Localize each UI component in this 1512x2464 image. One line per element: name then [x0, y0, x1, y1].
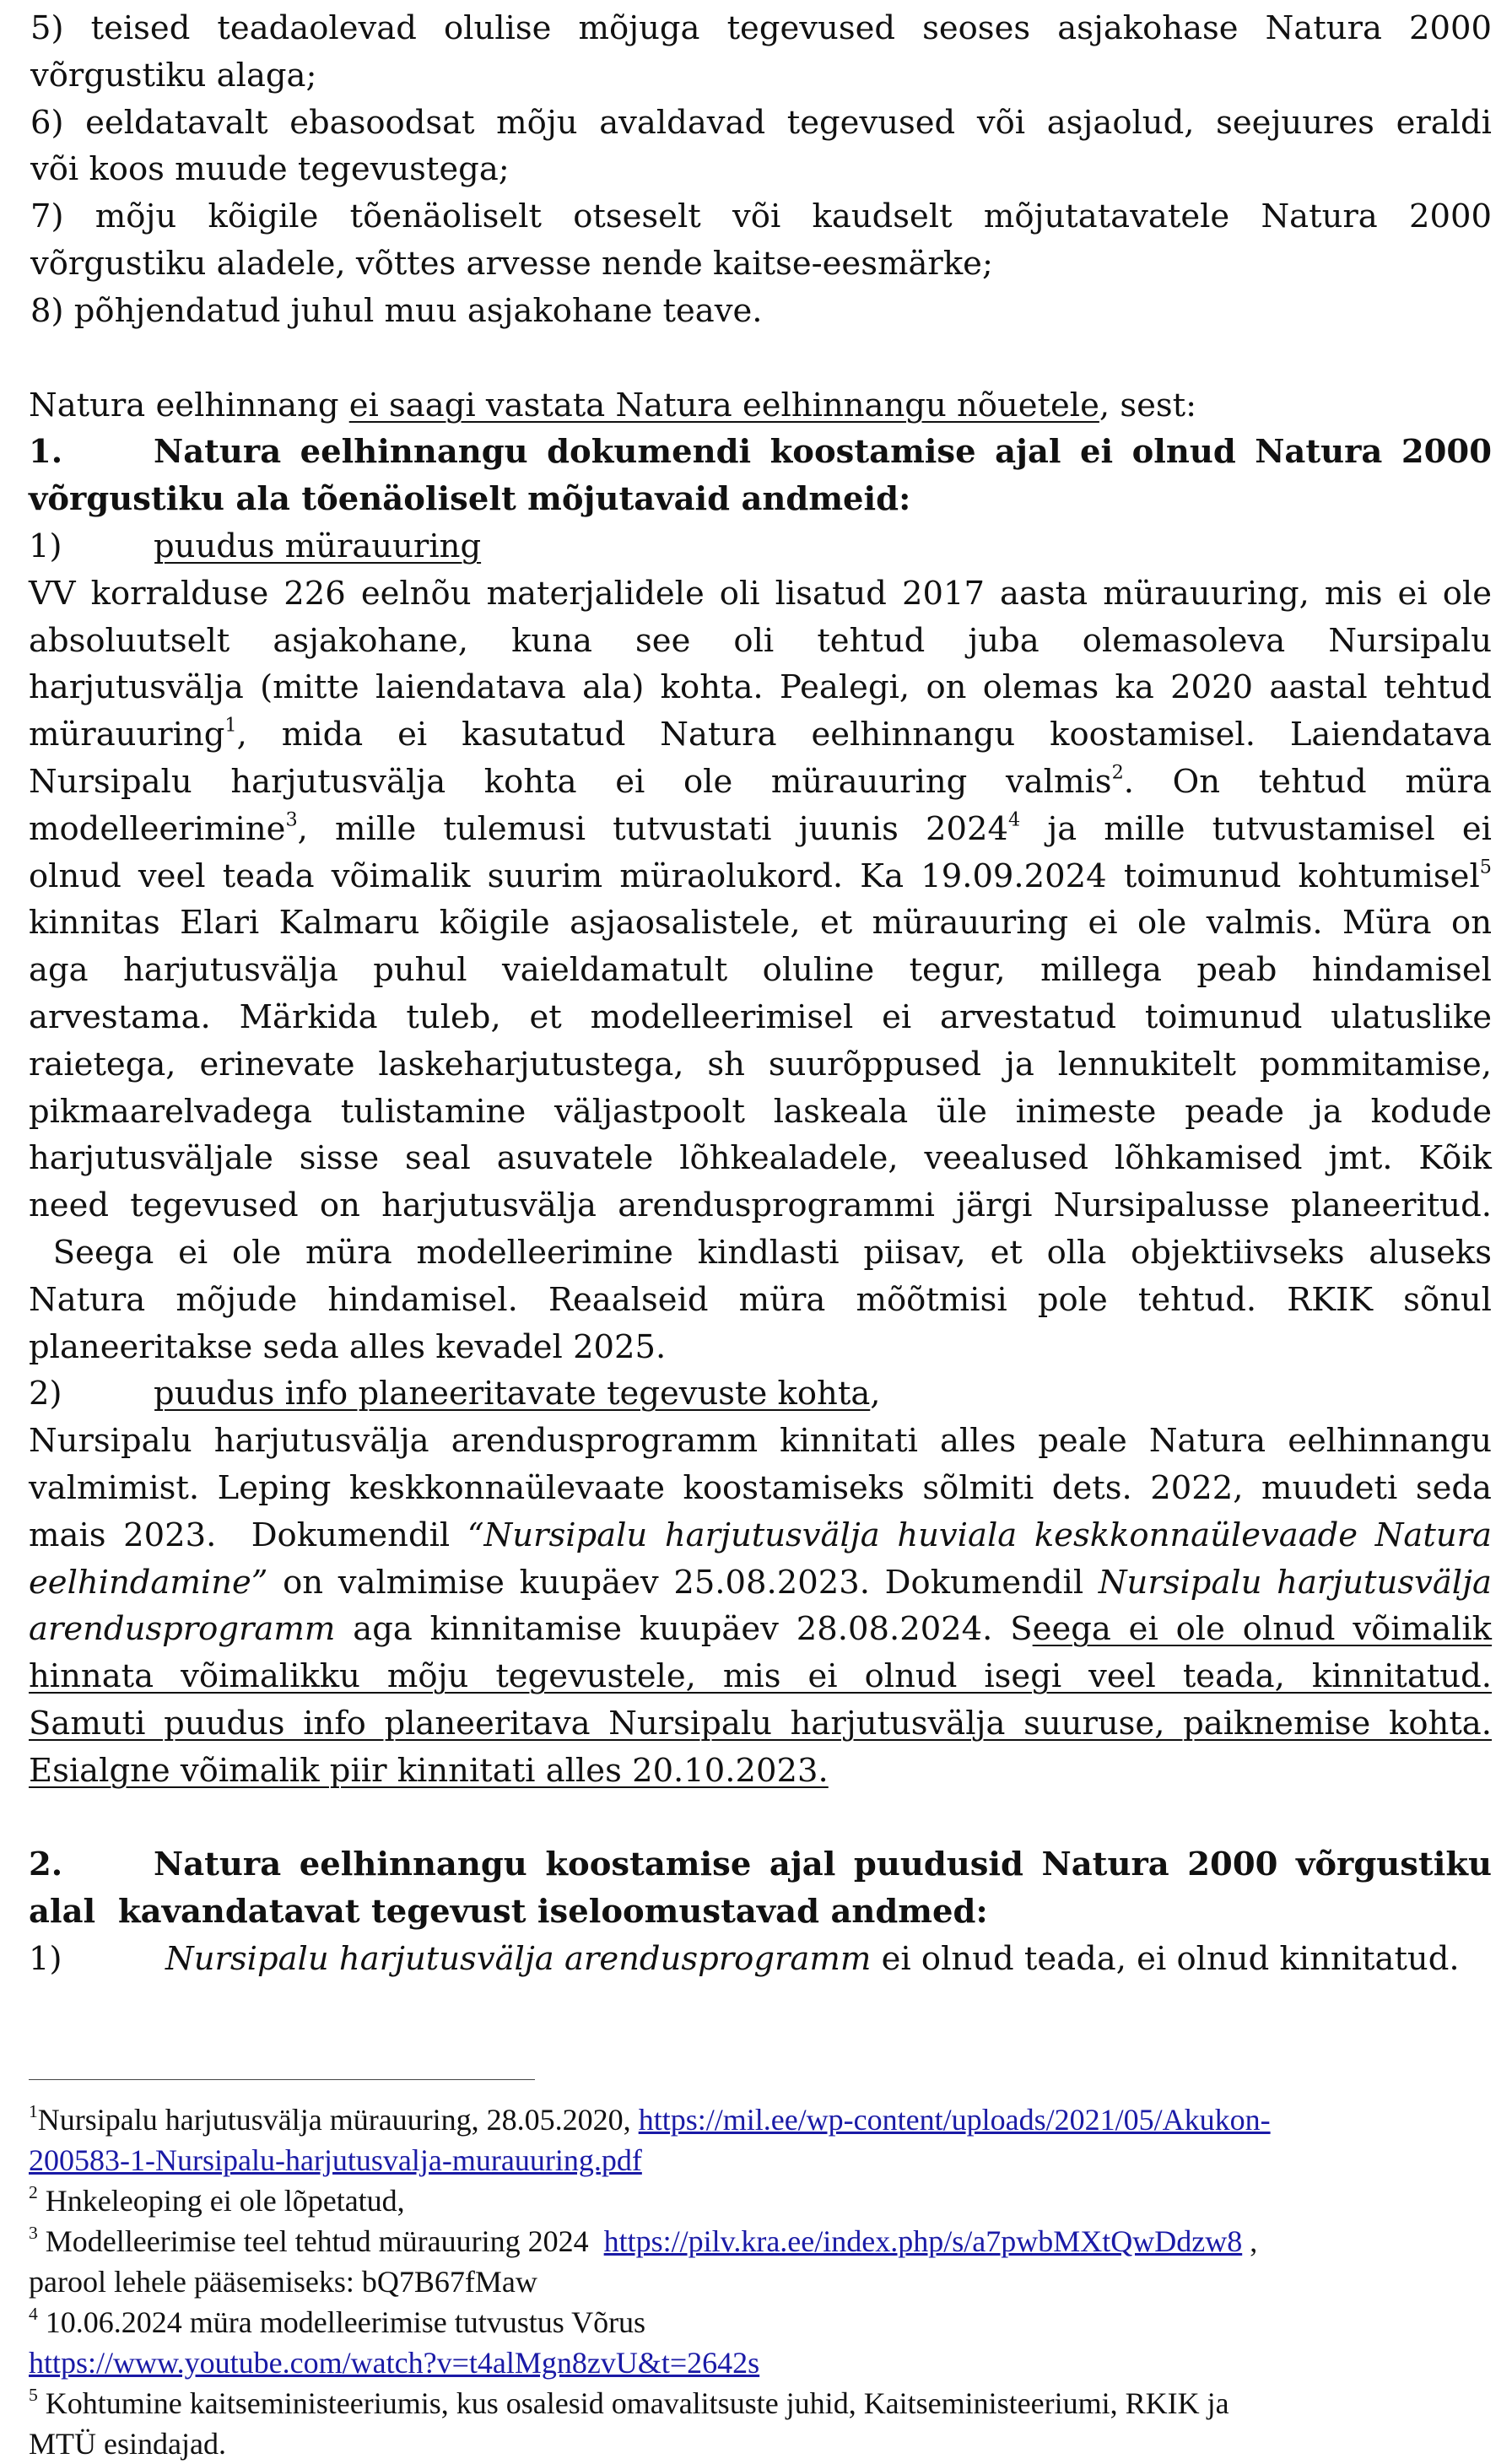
p2-line5-italic: arendusprogramm	[29, 1610, 336, 1649]
p2-line4	[29, 1559, 1492, 1607]
p2-line3-italic: “Nursipalu harjutusvälja huviala keskkonnaülevaade Natura	[467, 1516, 1492, 1554]
p2-line8-underlined: Esialgne võimalik piir kinnitati alles 20.10.2023.	[29, 1751, 829, 1790]
p1-line5-b: . On tehtud müra	[1123, 762, 1492, 801]
list-item-7-line1: 7) mõju kõigile tõenäoliselt otseselt või kaudselt mõjutatavatele Natura 2000	[30, 197, 1492, 236]
p1-line6-b: , mille tulemusi tutvustati juunis 2024	[297, 809, 1008, 848]
footnote-2-number: 2	[29, 2181, 38, 2202]
footnote-2-text: Hnkeleoping ei ole lõpetatud,	[37, 2184, 405, 2218]
p2-line6	[29, 1653, 1492, 1700]
footnote-ref-1[interactable]: 1	[224, 714, 237, 737]
p1-line4-b: , mida ei kasutatud Natura eelhinnangu koostamisel. Laiendatava	[236, 716, 1492, 754]
p1-line5-a: Nursipalu harjutusvälja kohta ei ole mürauuring valmis	[29, 762, 1112, 801]
footnote-3-number: 3	[29, 2222, 38, 2243]
subsection-1-2	[29, 1370, 1492, 1418]
subsection-2-1-number: 1)	[29, 1940, 62, 1979]
intro-paragraph	[29, 382, 1492, 430]
p1-line1: VV korralduse 226 eelnõu materjalidele oli lisatud 2017 aasta mürauuring, mis ei ole	[29, 574, 1492, 613]
list-item-5-line1: 5) teised teadaolevad olulise mõjuga tegevused seoses asjakohase Natura 2000	[30, 9, 1492, 47]
p2-line7-underlined: Samuti puudus info planeeritava Nursipalu harjutusvälja suuruse, paiknemise kohta.	[29, 1704, 1492, 1743]
p1-line3: harjutusvälja (mitte laiendatava ala) kohta. Pealegi, on olemas ka 2020 aastal tehtud	[29, 668, 1492, 707]
p1-line17: planeeritakse seda alles kevadel 2025.	[29, 1327, 667, 1366]
p1-line6	[29, 806, 1492, 853]
footnote-1-number: 1	[29, 2100, 38, 2121]
p2-line4-b: on valmimise kuupäev 25.08.2023. Dokumendil	[267, 1563, 1099, 1602]
p2-line3	[29, 1512, 1492, 1559]
list-item-5-line2: võrgustiku alaga;	[30, 56, 317, 95]
p2-line1: Nursipalu harjutusvälja arendusprogramm kinnitati alles peale Natura eelhinnangu	[29, 1422, 1492, 1461]
p2-line6-underlined: hinnata võimalikku mõju tegevustele, mis ei olnud isegi veel teada, kinnitatud.	[29, 1657, 1492, 1696]
p2-line3-a: mais 2023. Dokumendil	[29, 1516, 467, 1554]
list-item-6-line1: 6) eeldatavalt ebasoodsat mõju avaldavad tegevused või asjaolud, seejuures eraldi	[30, 103, 1492, 142]
p1-line6-a: modelleerimine	[29, 809, 286, 848]
footnote-3-line2: parool lehele pääsemiseks: bQ7B67fMaw	[29, 2265, 537, 2299]
footnote-4	[29, 2302, 1492, 2342]
p1-line4-a: mürauuring	[29, 716, 225, 754]
p2-line7	[29, 1700, 1492, 1748]
subsection-2-1	[29, 1936, 1492, 1983]
footnote-3-link[interactable]: https://pilv.kra.ee/index.php/s/a7pwbMXtQwDdzw8	[603, 2224, 1243, 2258]
p1-line7	[29, 853, 1492, 900]
footnote-3-text: Modelleerimise teel tehtud mürauuring 2024	[37, 2224, 604, 2258]
p1-line15: Seega ei ole müra modelleerimine kindlasti piisav, et olla objektiivseks aluseks	[29, 1233, 1492, 1272]
footnote-5-number: 5	[29, 2384, 38, 2405]
subsection-2-1-title: Nursipalu harjutusvälja arendusprogramm	[165, 1940, 872, 1979]
p1-line5	[29, 759, 1492, 806]
p1-line16: Natura mõjude hindamisel. Reaalseid müra mõõtmisi pole tehtud. RKIK sõnul	[29, 1280, 1492, 1319]
subsection-1-1	[29, 523, 1492, 570]
footnote-5	[29, 2383, 1492, 2423]
footnote-5-text: Kohtumine kaitseministeeriumis, kus osalesid omavalitsuste juhid, Kaitseministeeriumi, RKIK ja	[37, 2386, 1229, 2420]
footnote-4-line2	[29, 2342, 1492, 2383]
subsection-1-1-number: 1)	[29, 527, 62, 565]
subsection-1-2-tail: ,	[870, 1375, 881, 1413]
section-1-heading-line1	[29, 429, 1492, 476]
section-2-heading-line1	[29, 1841, 1492, 1889]
section-2-heading-line2: alal kavandatavat tegevust iseloomustavad andmed:	[29, 1893, 988, 1932]
p1-line6-c: ja mille tutvustamisel ei	[1020, 809, 1492, 848]
section-2-heading-text: Natura eelhinnangu koostamise ajal puudusid Natura 2000 võrgustiku	[154, 1845, 1492, 1884]
section-1-number: 1.	[29, 433, 63, 472]
footnote-3-tail: ,	[1242, 2224, 1258, 2258]
footnote-2	[29, 2180, 1492, 2221]
list-item-8: 8) põhjendatud juhul muu asjakohane teave.	[30, 291, 763, 330]
footnote-ref-3[interactable]: 3	[285, 808, 298, 831]
footnotes	[29, 2099, 1492, 2464]
p1-line8: kinnitas Elari Kalmaru kõigile asjaosalistele, et mürauuring ei ole valmis. Müra on	[29, 904, 1492, 943]
footnote-1	[29, 2099, 1492, 2180]
p2-line2: valmimist. Leping keskkonnaülevaate koostamiseks sõlmiti dets. 2022, muudeti seda	[29, 1468, 1492, 1507]
footnote-separator	[29, 2079, 535, 2080]
p2-line5	[29, 1606, 1492, 1653]
section-2-number: 2.	[29, 1845, 63, 1884]
p1-line13: harjutusväljale sisse seal asuvatele lõhkealadele, veealused lõhkamised jmt. Kõik	[29, 1139, 1492, 1178]
p1-line11: raietega, erinevate laskeharjutustega, sh suurõppused ja lennukitelt pommitamise,	[29, 1045, 1492, 1083]
footnote-5-line2: MTÜ esindajad.	[29, 2427, 226, 2461]
p2-line4-italic: eelhindamine”	[29, 1563, 268, 1602]
list-item-7-line2: võrgustiku aladele, võttes arvesse nende kaitse-eesmärke;	[30, 244, 993, 283]
p1-line12: pikmaarelvadega tulistamine väljastpoolt laskeala üle inimeste peade ja kodude	[29, 1092, 1492, 1131]
subsection-1-2-title: puudus info planeeritavate tegevuste kohta	[154, 1375, 871, 1413]
p1-line14: need tegevused on harjutusvälja arendusprogrammi järgi Nursipalusse planeeritud.	[29, 1186, 1492, 1225]
section-1-heading-line2: võrgustiku ala tõenäoliselt mõjutavaid andmeid:	[29, 480, 911, 519]
p1-line10: arvestama. Märkida tuleb, et modelleerimisel ei arvestatud toimunud ulatuslike	[29, 997, 1492, 1036]
p2-line5-underlined: eega ei ole olnud võimalik	[1032, 1610, 1492, 1649]
p2-line8	[29, 1748, 1492, 1795]
intro-text: Natura eelhinnang	[29, 386, 349, 424]
footnote-4-number: 4	[29, 2303, 38, 2324]
section-1-heading-text: Natura eelhinnangu dokumendi koostamise ajal ei olnud Natura 2000	[154, 433, 1492, 472]
intro-tail: , sest:	[1099, 386, 1197, 424]
subsection-2-1-tail: ei olnud teada, ei olnud kinnitatud.	[871, 1940, 1460, 1979]
p1-line4	[29, 711, 1492, 759]
footnote-4-link[interactable]: https://www.youtube.com/watch?v=t4alMgn8zvU&t=2642s	[29, 2346, 760, 2380]
footnote-ref-2[interactable]: 2	[1111, 761, 1124, 784]
p2-line4-italic2: Nursipalu harjutusvälja	[1098, 1563, 1492, 1602]
subsection-1-2-number: 2)	[29, 1375, 62, 1413]
p1-line2: absoluutselt asjakohane, kuna see oli tehtud juba olemasoleva Nursipalu	[29, 621, 1492, 660]
footnote-1-link-line2[interactable]: 200583-1-Nursipalu-harjutusvalja-murauuring.pdf	[29, 2143, 642, 2177]
p2-line5-b: aga kinnitamise kuupäev 28.08.2024. S	[335, 1610, 1033, 1649]
p1-line9: aga harjutusvälja puhul vaieldamatult oluline tegur, millega peab hindamisel	[29, 951, 1492, 990]
footnote-1-link-line1[interactable]: https://mil.ee/wp-content/uploads/2021/05/Akukon-	[638, 2103, 1271, 2137]
footnote-1-text: Nursipalu harjutusvälja mürauuring, 28.05.2020,	[37, 2103, 639, 2137]
document-body	[29, 5, 1492, 1983]
list-item-6-line2: või koos muude tegevustega;	[30, 150, 510, 189]
footnote-3	[29, 2221, 1492, 2261]
p1-line7-a: olnud veel teada võimalik suurim müraolukord. Ka 19.09.2024 toimunud kohtumisel	[29, 856, 1480, 895]
footnote-4-text: 10.06.2024 müra modelleerimise tutvustus Võrus	[37, 2305, 646, 2339]
subsection-1-1-title: puudus mürauuring	[154, 527, 482, 565]
footnote-ref-4[interactable]: 4	[1008, 808, 1021, 831]
intro-underlined: ei saagi vastata Natura eelhinnangu nõuetele	[348, 386, 1099, 424]
footnote-ref-5[interactable]: 5	[1479, 855, 1492, 878]
